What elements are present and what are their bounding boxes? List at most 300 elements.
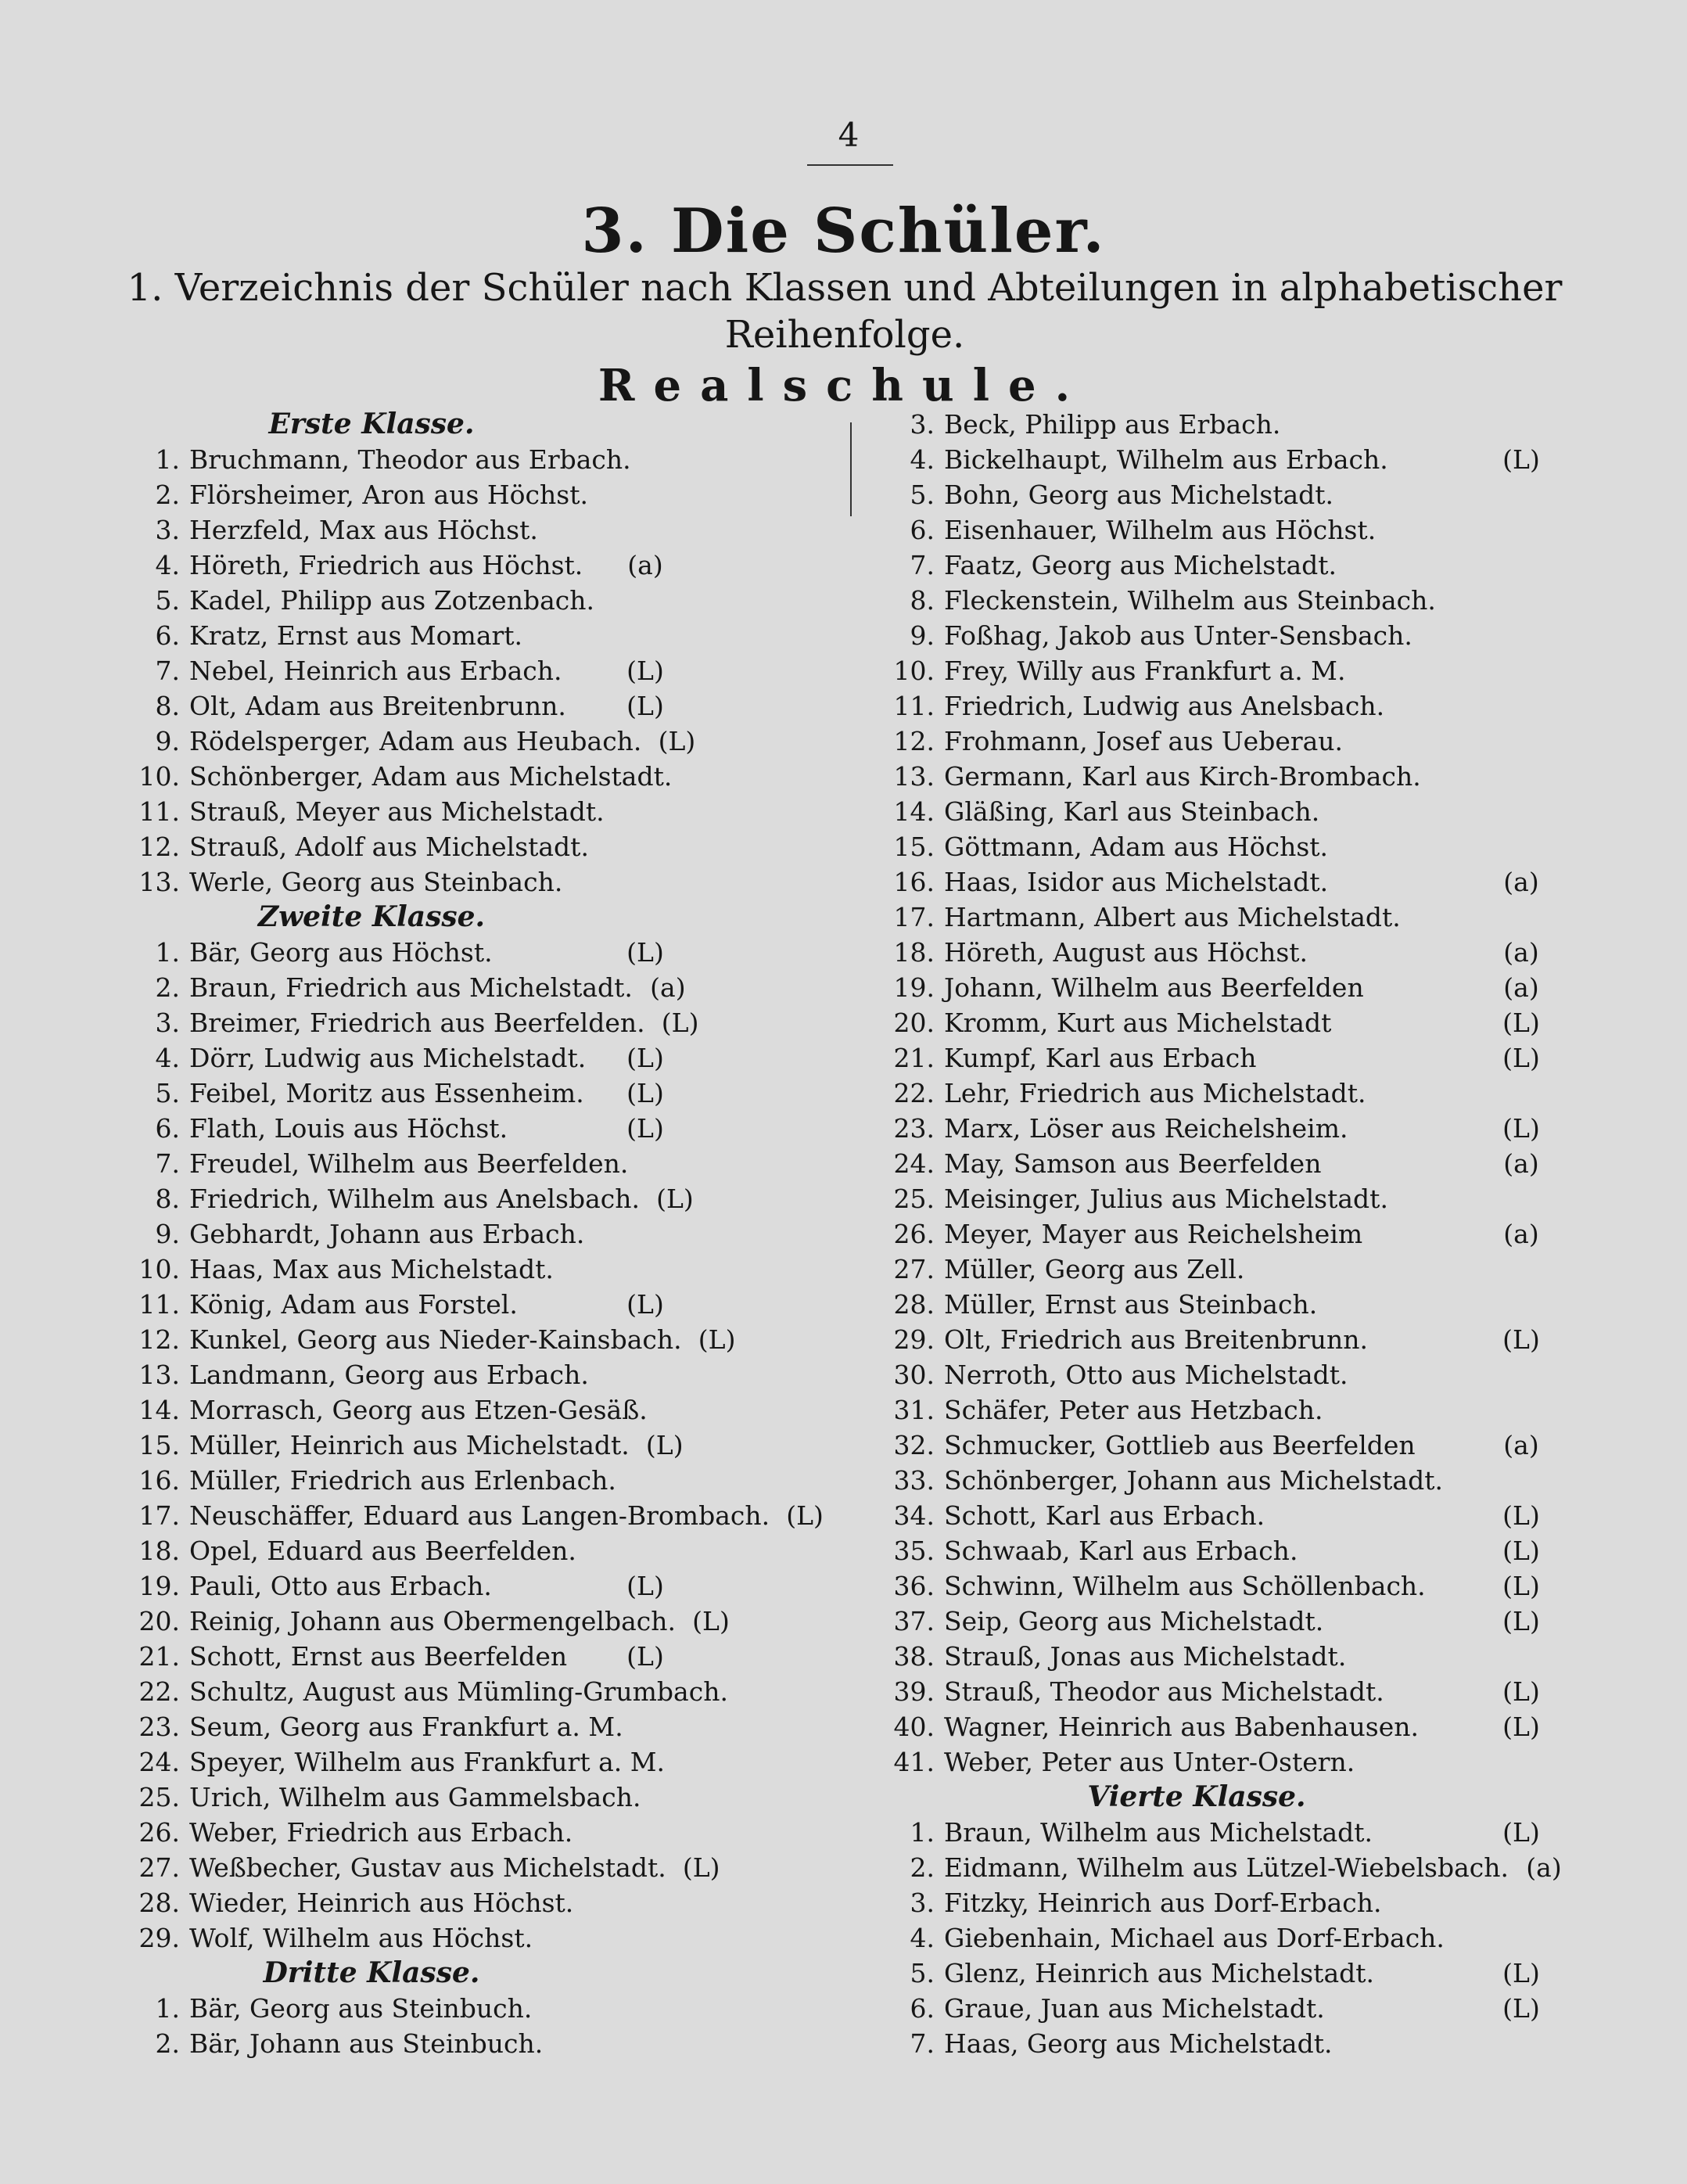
student-name: Beck, Philipp aus Erbach.	[944, 409, 1281, 440]
school-heading: Realschule.	[598, 360, 1089, 411]
class-heading: Zweite Klasse.	[257, 900, 486, 933]
entry-number: 4.	[910, 1923, 935, 1953]
entry-mark	[1486, 724, 1556, 759]
student-name: Nebel, Heinrich aus Erbach.	[189, 656, 562, 686]
entry-mark	[610, 1885, 680, 1920]
entry-mark	[610, 618, 680, 653]
entry-mark	[610, 512, 680, 548]
student-name: Schott, Karl aus Erbach.	[944, 1500, 1265, 1531]
entry-mark	[628, 1146, 698, 1181]
entry-number: 5.	[910, 1958, 935, 1988]
student-entry	[852, 477, 1588, 512]
entry-mark: (L)	[1502, 1958, 1540, 1988]
student-name: Weßbecher, Gustav aus Michelstadt.	[189, 1852, 666, 1883]
entry-mark: (a)	[650, 972, 686, 1003]
entry-number: 4.	[910, 444, 935, 475]
entry-mark	[1486, 548, 1556, 583]
student-name: Kunkel, Georg aus Nieder-Kainsbach.	[189, 1324, 682, 1355]
student-name: Müller, Friedrich aus Erlenbach.	[189, 1465, 616, 1496]
entry-number: 1.	[155, 937, 180, 968]
student-entry	[94, 724, 845, 759]
entry-mark	[1486, 1287, 1556, 1322]
student-name: Rödelsperger, Adam aus Heubach.	[189, 726, 642, 756]
student-name: Giebenhain, Michael aus Dorf-Erbach.	[944, 1923, 1445, 1953]
student-entry	[852, 1146, 1588, 1181]
entry-number: 7.	[910, 2028, 935, 2059]
entry-mark: (L)	[1502, 1993, 1540, 2024]
entry-number: 8.	[155, 1184, 180, 1214]
student-entry	[94, 1639, 845, 1674]
student-entry	[94, 1604, 845, 1639]
entry-mark: (L)	[1502, 444, 1540, 475]
student-name: Müller, Ernst aus Steinbach.	[944, 1289, 1318, 1320]
entry-mark: (L)	[1502, 1113, 1540, 1144]
student-entry	[94, 477, 845, 512]
entry-number: 23.	[893, 1113, 935, 1144]
entry-number: 25.	[893, 1184, 935, 1214]
entry-mark: (L)	[1502, 1676, 1540, 1707]
student-name: Schönberger, Adam aus Michelstadt.	[189, 761, 673, 792]
entry-mark	[1486, 2026, 1556, 2061]
student-name: Schäfer, Peter aus Hetzbach.	[944, 1395, 1323, 1425]
entry-mark	[610, 1815, 680, 1850]
entry-mark: (L)	[1502, 1324, 1540, 1355]
entry-number: 36.	[893, 1571, 935, 1601]
student-name: Herzfeld, Max aus Höchst.	[189, 515, 538, 545]
student-entry	[852, 1428, 1588, 1463]
student-entry	[852, 794, 1588, 829]
entry-mark	[1486, 583, 1556, 618]
entry-number: 7.	[155, 656, 180, 686]
student-entry	[852, 1604, 1588, 1639]
student-name: Gebhardt, Johann aus Erbach.	[189, 1219, 585, 1249]
entry-mark: (L)	[1502, 1571, 1540, 1601]
student-name: Meyer, Mayer aus Reichelsheim	[944, 1219, 1363, 1249]
student-entry	[94, 1005, 845, 1040]
entry-mark: (a)	[1503, 972, 1539, 1003]
student-entry	[852, 688, 1588, 724]
student-name: Friedrich, Ludwig aus Anelsbach.	[944, 691, 1385, 721]
entry-number: 27.	[138, 1852, 180, 1883]
student-name: Flörsheimer, Aron aus Höchst.	[189, 480, 588, 510]
entry-number: 21.	[138, 1641, 180, 1672]
student-entry	[852, 1956, 1588, 1991]
student-entry	[852, 1991, 1588, 2026]
student-entry	[94, 1076, 845, 1111]
left-column	[94, 407, 845, 2061]
student-name: Kratz, Ernst aus Momart.	[189, 620, 523, 651]
student-entry	[852, 1498, 1588, 1533]
entry-mark	[1486, 1885, 1556, 1920]
student-entry	[94, 583, 845, 618]
entry-number: 10.	[893, 656, 935, 686]
entry-mark	[1486, 1392, 1556, 1428]
student-name: Höreth, August aus Höchst.	[944, 937, 1308, 968]
entry-number: 11.	[138, 796, 180, 827]
entry-number: 33.	[893, 1465, 935, 1496]
student-name: Seip, Georg aus Michelstadt.	[944, 1606, 1324, 1636]
entry-mark	[1486, 688, 1556, 724]
entry-number: 12.	[893, 726, 935, 756]
student-name: Eidmann, Wilhelm aus Lützel-Wiebelsbach.	[944, 1852, 1509, 1883]
entry-mark	[610, 794, 680, 829]
student-name: Kadel, Philipp aus Zotzenbach.	[189, 585, 594, 616]
entry-mark: (L)	[626, 1043, 664, 1073]
student-name: Strauß, Adolf aus Michelstadt.	[189, 832, 589, 862]
column-divider	[850, 422, 852, 516]
student-name: Bär, Georg aus Höchst.	[189, 937, 493, 968]
entry-mark	[610, 477, 680, 512]
student-entry	[852, 1639, 1588, 1674]
entry-mark	[610, 1533, 680, 1568]
entry-mark	[1486, 618, 1556, 653]
student-name: Bickelhaupt, Wilhelm aus Erbach.	[944, 444, 1388, 475]
student-name: Graue, Juan aus Michelstadt.	[944, 1993, 1325, 2024]
student-name: Schmucker, Gottlieb aus Beerfelden	[944, 1430, 1416, 1460]
entry-number: 8.	[155, 691, 180, 721]
student-name: Bär, Johann aus Steinbuch.	[189, 2028, 544, 2059]
student-entry	[852, 1357, 1588, 1392]
student-entry	[94, 970, 845, 1005]
student-name: Dörr, Ludwig aus Michelstadt.	[189, 1043, 587, 1073]
entry-mark	[728, 1674, 799, 1709]
student-name: Weber, Peter aus Unter-Ostern.	[944, 1747, 1355, 1777]
student-entry	[852, 935, 1588, 970]
student-entry	[94, 1216, 845, 1252]
student-entry	[94, 1357, 845, 1392]
entry-mark	[610, 829, 680, 864]
student-entry	[852, 1885, 1588, 1920]
student-entry	[94, 759, 845, 794]
student-name: König, Adam aus Forstel.	[189, 1289, 518, 1320]
student-entry	[852, 1533, 1588, 1568]
student-entry	[94, 1392, 845, 1428]
entry-number: 1.	[910, 1817, 935, 1848]
entry-number: 8.	[910, 585, 935, 616]
student-entry	[852, 1322, 1588, 1357]
entry-number: 14.	[893, 796, 935, 827]
student-entry	[94, 688, 845, 724]
student-name: Seum, Georg aus Frankfurt a. M.	[189, 1712, 623, 1742]
student-entry	[94, 442, 845, 477]
entry-number: 19.	[138, 1571, 180, 1601]
student-name: Fleckenstein, Wilhelm aus Steinbach.	[944, 585, 1436, 616]
student-entry	[94, 1850, 845, 1885]
student-name: Haas, Max aus Michelstadt.	[189, 1254, 554, 1284]
entry-number: 7.	[155, 1148, 180, 1179]
student-name: Glenz, Heinrich aus Michelstadt.	[944, 1958, 1374, 1988]
student-name: Wagner, Heinrich aus Babenhausen.	[944, 1712, 1420, 1742]
entry-mark	[610, 1252, 680, 1287]
student-name: Haas, Georg aus Michelstadt.	[944, 2028, 1333, 2059]
entry-number: 4.	[155, 1043, 180, 1073]
student-name: Frohmann, Josef aus Ueberau.	[944, 726, 1344, 756]
entry-number: 14.	[138, 1395, 180, 1425]
entry-mark	[1486, 794, 1556, 829]
class-heading: Erste Klasse.	[268, 408, 475, 440]
student-entry	[94, 2026, 845, 2061]
student-entry	[852, 829, 1588, 864]
student-name: Werle, Georg aus Steinbach.	[189, 867, 563, 897]
entry-mark: (L)	[1502, 1500, 1540, 1531]
student-name: Marx, Löser aus Reichelsheim.	[944, 1113, 1348, 1144]
student-entry	[94, 864, 845, 900]
entry-mark	[610, 583, 680, 618]
student-name: Kromm, Kurt aus Michelstadt	[944, 1008, 1332, 1038]
entry-mark: (L)	[645, 1430, 684, 1460]
entry-number: 12.	[138, 832, 180, 862]
student-name: Feibel, Moritz aus Essenheim.	[189, 1078, 584, 1108]
student-entry	[852, 724, 1588, 759]
entry-number: 10.	[138, 1254, 180, 1284]
student-entry	[94, 1111, 845, 1146]
student-name: Schwinn, Wilhelm aus Schöllenbach.	[944, 1571, 1426, 1601]
student-entry	[852, 1463, 1588, 1498]
entry-mark: (L)	[1502, 1008, 1540, 1038]
student-name: Strauß, Meyer aus Michelstadt.	[189, 796, 605, 827]
student-entry	[852, 548, 1588, 583]
student-name: Braun, Friedrich aus Michelstadt.	[189, 972, 633, 1003]
student-entry	[852, 1815, 1588, 1850]
student-entry	[852, 1252, 1588, 1287]
entry-number: 11.	[138, 1289, 180, 1320]
entry-mark: (a)	[1503, 1148, 1539, 1179]
entry-number: 32.	[893, 1430, 935, 1460]
entry-mark: (L)	[626, 1289, 664, 1320]
page-number-rule	[807, 164, 893, 166]
student-name: Urich, Wilhelm aus Gammelsbach.	[189, 1782, 641, 1812]
student-name: Strauß, Theodor aus Michelstadt.	[944, 1676, 1384, 1707]
student-entry	[852, 1040, 1588, 1076]
student-entry	[852, 864, 1588, 900]
entry-number: 20.	[893, 1008, 935, 1038]
entry-mark: (L)	[661, 1008, 699, 1038]
student-name: Braun, Wilhelm aus Michelstadt.	[944, 1817, 1373, 1848]
student-entry	[852, 1850, 1588, 1885]
student-entry	[94, 1146, 845, 1181]
entry-mark: (L)	[692, 1606, 730, 1636]
entry-number: 9.	[155, 1219, 180, 1249]
entry-number: 28.	[893, 1289, 935, 1320]
entry-number: 22.	[893, 1078, 935, 1108]
student-name: May, Samson aus Beerfelden	[944, 1148, 1322, 1179]
student-entry	[852, 618, 1588, 653]
student-entry	[852, 1674, 1588, 1709]
entry-number: 6.	[910, 1993, 935, 2024]
entry-number: 31.	[893, 1395, 935, 1425]
student-name: Freudel, Wilhelm aus Beerfelden.	[189, 1148, 629, 1179]
entry-mark: (a)	[1503, 1430, 1539, 1460]
entry-mark	[610, 864, 680, 900]
class-heading: Dritte Klasse.	[263, 1956, 480, 1989]
entry-mark	[631, 442, 702, 477]
student-entry	[94, 1498, 845, 1533]
entry-mark	[610, 1216, 680, 1252]
entry-mark: (L)	[1502, 1817, 1540, 1848]
class-heading: Vierte Klasse.	[1087, 1780, 1306, 1813]
student-entry	[852, 583, 1588, 618]
entry-number: 20.	[138, 1606, 180, 1636]
list-subtitle: 1. Verzeichnis der Schüler nach Klassen und Abteilungen in alphabetischer Reihenfolge.	[127, 266, 1563, 357]
student-entry	[94, 1780, 845, 1815]
page-title: 3. Die Schüler.	[581, 196, 1106, 267]
entry-number: 23.	[138, 1712, 180, 1742]
student-name: Speyer, Wilhelm aus Frankfurt a. M.	[189, 1747, 666, 1777]
entry-mark: (L)	[1502, 1712, 1540, 1742]
student-entry	[94, 653, 845, 688]
entry-mark: (L)	[698, 1324, 736, 1355]
entry-mark	[1486, 1181, 1556, 1216]
entry-mark: (a)	[627, 550, 663, 580]
student-entry	[852, 1709, 1588, 1744]
student-name: Meisinger, Julius aus Michelstadt.	[944, 1184, 1388, 1214]
student-entry	[852, 759, 1588, 794]
entry-mark: (a)	[1503, 867, 1539, 897]
right-column	[852, 407, 1588, 2061]
student-name: Breimer, Friedrich aus Beerfelden.	[189, 1008, 645, 1038]
student-name: Göttmann, Adam aus Höchst.	[944, 832, 1329, 862]
entry-number: 37.	[893, 1606, 935, 1636]
student-name: Hartmann, Albert aus Michelstadt.	[944, 902, 1401, 932]
entry-mark	[623, 1709, 694, 1744]
entry-number: 35.	[893, 1536, 935, 1566]
entry-number: 21.	[893, 1043, 935, 1073]
student-name: Bär, Georg aus Steinbuch.	[189, 1993, 533, 2024]
entry-mark	[610, 1991, 680, 2026]
student-name: Schwaab, Karl aus Erbach.	[944, 1536, 1298, 1566]
student-name: Foßhag, Jakob aus Unter-Sensbach.	[944, 620, 1412, 651]
entry-number: 1.	[155, 444, 180, 475]
entry-mark: (a)	[1526, 1852, 1562, 1883]
entry-number: 2.	[910, 1852, 935, 1883]
entry-number: 13.	[138, 867, 180, 897]
entry-number: 28.	[138, 1888, 180, 1918]
entry-number: 19.	[893, 972, 935, 1003]
student-entry	[852, 1005, 1588, 1040]
student-name: Schott, Ernst aus Beerfelden	[189, 1641, 568, 1672]
entry-number: 2.	[155, 480, 180, 510]
entry-number: 1.	[155, 1993, 180, 2024]
student-name: Faatz, Georg aus Michelstadt.	[944, 550, 1337, 580]
student-name: Olt, Adam aus Breitenbrunn.	[189, 691, 566, 721]
entry-mark	[610, 2026, 680, 2061]
student-entry	[852, 1076, 1588, 1111]
entry-number: 26.	[138, 1817, 180, 1848]
entry-mark: (L)	[626, 656, 664, 686]
entry-number: 24.	[138, 1747, 180, 1777]
student-entry	[852, 1392, 1588, 1428]
entry-number: 13.	[138, 1360, 180, 1390]
student-name: Fitzky, Heinrich aus Dorf-Erbach.	[944, 1888, 1382, 1918]
entry-number: 41.	[893, 1747, 935, 1777]
entry-mark	[1486, 1920, 1556, 1956]
entry-mark: (L)	[626, 1571, 664, 1601]
student-entry	[94, 1815, 845, 1850]
entry-mark	[1486, 1639, 1556, 1674]
entry-mark: (L)	[1502, 1536, 1540, 1566]
student-name: Schultz, August aus Mümling-Grumbach.	[189, 1676, 728, 1707]
entry-number: 17.	[138, 1500, 180, 1531]
entry-mark	[1486, 1076, 1556, 1111]
student-entry	[94, 935, 845, 970]
entry-mark: (L)	[626, 1078, 664, 1108]
page-number: 4	[838, 116, 860, 154]
entry-number: 27.	[893, 1254, 935, 1284]
entry-mark: (L)	[682, 1852, 720, 1883]
student-entry	[94, 1744, 845, 1780]
student-entry	[852, 970, 1588, 1005]
entry-number: 15.	[893, 832, 935, 862]
student-entry	[852, 1568, 1588, 1604]
entry-number: 3.	[155, 515, 180, 545]
student-name: Flath, Louis aus Höchst.	[189, 1113, 508, 1144]
entry-number: 12.	[138, 1324, 180, 1355]
entry-mark: (L)	[626, 1113, 664, 1144]
student-entry	[852, 653, 1588, 688]
student-name: Wieder, Heinrich aus Höchst.	[189, 1888, 574, 1918]
student-name: Wolf, Wilhelm aus Höchst.	[189, 1923, 533, 1953]
entry-mark	[1486, 653, 1556, 688]
student-name: Gläßing, Karl aus Steinbach.	[944, 796, 1320, 827]
entry-number: 5.	[155, 585, 180, 616]
entry-number: 5.	[910, 480, 935, 510]
student-name: Schönberger, Johann aus Michelstadt.	[944, 1465, 1443, 1496]
entry-number: 3.	[910, 409, 935, 440]
entry-mark	[1486, 759, 1556, 794]
student-entry	[94, 1920, 845, 1956]
student-name: Strauß, Jonas aus Michelstadt.	[944, 1641, 1347, 1672]
student-entry	[94, 1709, 845, 1744]
student-entry	[852, 512, 1588, 548]
entry-mark: (L)	[626, 1641, 664, 1672]
student-name: Bohn, Georg aus Michelstadt.	[944, 480, 1334, 510]
entry-number: 2.	[155, 2028, 180, 2059]
student-name: Müller, Heinrich aus Michelstadt.	[189, 1430, 630, 1460]
entry-number: 40.	[893, 1712, 935, 1742]
student-entry	[94, 1568, 845, 1604]
entry-number: 9.	[910, 620, 935, 651]
entry-mark	[1486, 1357, 1556, 1392]
student-entry	[94, 1463, 845, 1498]
student-name: Haas, Isidor aus Michelstadt.	[944, 867, 1329, 897]
student-entry	[94, 1322, 845, 1357]
student-name: Friedrich, Wilhelm aus Anelsbach.	[189, 1184, 640, 1214]
entry-mark: (L)	[626, 937, 664, 968]
entry-mark: (L)	[656, 1184, 694, 1214]
entry-number: 3.	[155, 1008, 180, 1038]
entry-mark	[1486, 1252, 1556, 1287]
student-name: Reinig, Johann aus Obermengelbach.	[189, 1606, 677, 1636]
student-name: Landmann, Georg aus Erbach.	[189, 1360, 589, 1390]
student-entry	[852, 442, 1588, 477]
student-name: Morrasch, Georg aus Etzen-Gesäß.	[189, 1395, 648, 1425]
student-name: Frey, Willy aus Frankfurt a. M.	[944, 656, 1346, 686]
student-entry	[94, 548, 845, 583]
student-name: Lehr, Friedrich aus Michelstadt.	[944, 1078, 1366, 1108]
entry-number: 2.	[155, 972, 180, 1003]
entry-number: 3.	[910, 1888, 935, 1918]
entry-mark	[1486, 407, 1556, 442]
entry-mark	[641, 1780, 711, 1815]
entry-mark	[1486, 1744, 1556, 1780]
entry-number: 7.	[910, 550, 935, 580]
entry-number: 39.	[893, 1676, 935, 1707]
student-entry	[852, 1744, 1588, 1780]
student-name: Johann, Wilhelm aus Beerfelden	[944, 972, 1364, 1003]
entry-mark	[648, 1392, 718, 1428]
student-entry	[852, 1216, 1588, 1252]
entry-mark	[1486, 477, 1556, 512]
